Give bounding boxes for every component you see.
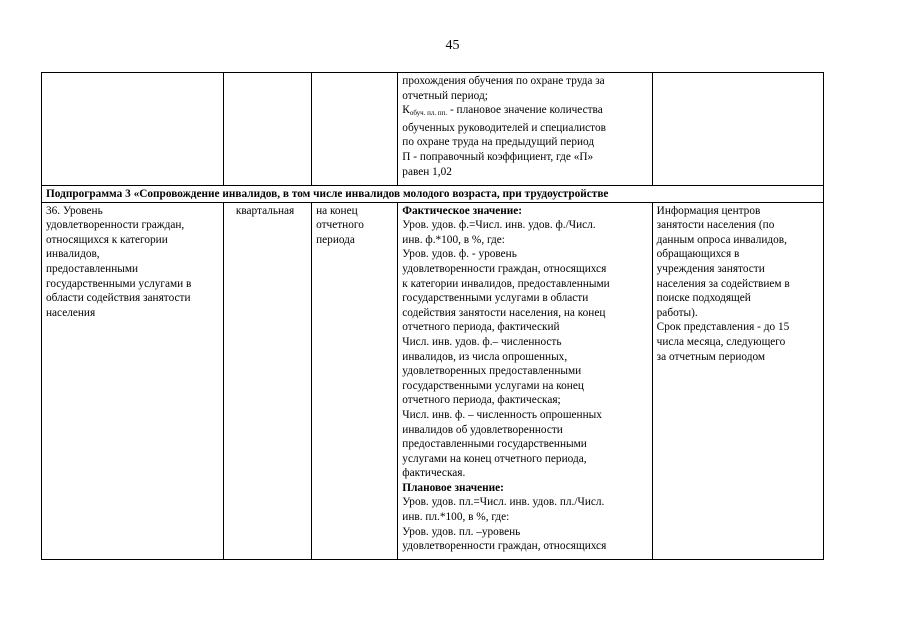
text-line: прохождения обучения по охране труда за [402, 75, 605, 87]
text-line: инвалидов, [46, 248, 100, 261]
table-row-continuation [42, 73, 824, 186]
text-line: отчетного периода, фактический [402, 321, 560, 334]
cell-periodicity-empty [223, 73, 311, 186]
text-line: Уров. удов. пл. –уровень [402, 525, 521, 538]
table-row-indicator-36 [42, 202, 824, 559]
text-line: числа месяца, следующего [656, 335, 786, 348]
text-line: предоставленными [46, 262, 139, 275]
actual-value-heading: Фактическое значение: [402, 204, 523, 217]
text-line: инв. ф.*100, в %, где: [402, 233, 505, 246]
indicator-table [41, 72, 824, 560]
text-line: населения [46, 306, 96, 319]
text-line: к категории инвалидов, предоставленными [402, 277, 610, 290]
text-line: Уров. удов. ф. - уровень [402, 248, 517, 261]
text-line: Срок представления - до 15 [656, 321, 790, 334]
coefficient-letter: К [402, 104, 410, 117]
text-line: инвалидов об удовлетворенности [402, 423, 563, 436]
text-line: отчетного периода, фактическая; [402, 394, 561, 407]
cell-indicator-name [42, 202, 224, 559]
text-line: периода [316, 233, 355, 246]
text-line: по охране труда на предыдущий период [402, 136, 595, 149]
text-line: предоставленными государственными [402, 438, 587, 451]
text-line: относящихся к категории [46, 233, 168, 246]
text-line: государственными услугами в области [402, 292, 589, 305]
text-line: обученных руководителей и специалистов [402, 121, 606, 134]
text-line: занятости населения (по [656, 219, 775, 232]
subprogram-header: Подпрограмма 3 «Сопровождение инвалидов, в том числе инвалидов молодого возраста, при трудоустройстве [42, 186, 824, 203]
text-line: работы). [656, 306, 698, 319]
text-line: содействия занятости населения, на конец [402, 306, 606, 319]
text-line: Информация центров [656, 204, 761, 217]
cell-data-source [652, 202, 823, 559]
text-line: инвалидов, из числа опрошенных, [402, 350, 568, 363]
text-line: на конец [316, 204, 358, 217]
subprogram-header-row [42, 186, 824, 203]
coefficient-subscript: обуч. пл. пп. [409, 109, 448, 118]
cell-name-empty [42, 73, 224, 186]
text-line: области содействия занятости [46, 292, 191, 305]
text-line: поиске подходящей [656, 292, 751, 305]
text-line: обращающихся в [656, 248, 740, 261]
plan-value-heading: Плановое значение: [402, 481, 504, 494]
text-line: государственными услугами в [46, 277, 192, 290]
cell-periodicity [223, 202, 311, 559]
text-line: удовлетворенных предоставленными [402, 365, 582, 378]
text-line: Числ. инв. ф. – численность опрошенных [402, 408, 602, 421]
text-line: населения за содействием в [656, 277, 790, 290]
cell-timing [312, 202, 398, 559]
coefficient-text: - плановое значение количества [447, 104, 603, 117]
text-line: равен 1,02 [402, 165, 452, 178]
cell-timing-empty [312, 73, 398, 186]
text-line: 36. Уровень [46, 204, 103, 217]
text-line: за отчетным периодом [656, 350, 766, 363]
page-number: 45 [445, 38, 460, 53]
periodicity-value: квартальная [235, 204, 295, 217]
text-line: П - поправочный коэффициент, где «П» [402, 150, 594, 163]
text-line: Уров. удов. ф.=Числ. инв. удов. ф./Числ. [402, 219, 596, 232]
text-line: учреждения занятости [656, 262, 765, 275]
cell-source-empty [652, 73, 823, 186]
text-line: данным опроса инвалидов, [656, 233, 787, 246]
text-line: отчетного [316, 219, 364, 232]
coefficient-definition-line [402, 103, 648, 121]
cell-calculation-method [398, 202, 652, 559]
text-line: удовлетворенности граждан, [46, 219, 185, 232]
text-line: услугами на конец отчетного периода, [402, 452, 587, 465]
cell-calculation-continued [398, 73, 652, 186]
text-line: отчетный период; [402, 89, 488, 102]
text-line: Числ. инв. удов. ф.– численность [402, 335, 562, 348]
text-line: государственными услугами на конец [402, 379, 584, 392]
text-line: Уров. удов. пл.=Числ. инв. удов. пл./Числ. [402, 496, 605, 509]
text-line: удовлетворенности граждан, относящихся [402, 262, 607, 275]
text-line: удовлетворенности граждан, относящихся [402, 540, 607, 553]
text-line: инв. пл.*100, в %, где: [402, 511, 510, 524]
text-line: фактическая. [402, 467, 466, 480]
